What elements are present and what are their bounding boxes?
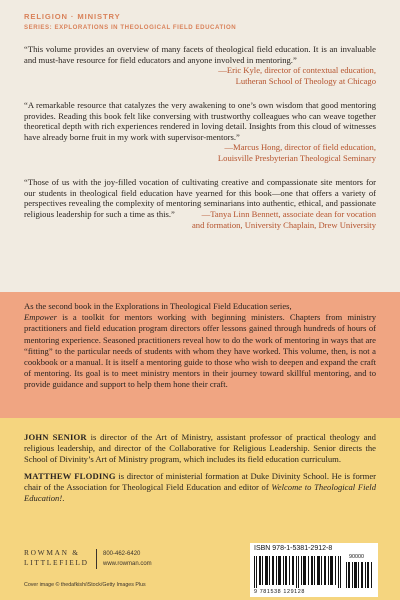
quote-attribution [24, 142, 376, 163]
author-bio-text: is director of ministerial formation at Duke Divinity School. He is former chair of the Association for Theological Field Education and editor of [24, 471, 376, 493]
description-lead: As the second book in the Explorations in Theological Field Education series, [24, 301, 292, 311]
quote-text [24, 177, 376, 219]
quote-block [24, 44, 376, 86]
category-label: RELIGION · MINISTRY [24, 12, 121, 21]
author-name: JOHN SENIOR [24, 432, 87, 442]
quote-block [24, 100, 376, 163]
quote-text-body: “Those of us with the joy-filled vocation of cultivating creative and compassionate site mentors for our students in theological field education have yearned for this book—one that offers a variety of perspectives revealing the complexity of mentoring seminarians into authentic, ethical, and passionate religious leadership for such a time as this.” [24, 177, 376, 219]
quote-author [202, 209, 376, 220]
publisher-divider [96, 549, 97, 569]
series-label: SERIES: EXPLORATIONS IN THEOLOGICAL FIELD EDUCATION [24, 24, 237, 31]
barcode-bars-icon [254, 556, 342, 588]
quote-block [24, 177, 376, 230]
book-title: Empower [24, 312, 57, 323]
publisher-logo [24, 548, 92, 568]
author-bio-text: is director of the Art of Ministry, assistant professor of practical theology and religious leadership, and director of the Collaborative for Religious Leadership. Senior directs the School of Divinity’s Art of Ministry program, which includes its field education curriculum. [24, 432, 376, 464]
description-section [0, 292, 400, 418]
description-body: is a toolkit for mentors working with beginning ministers. Chapters from ministry practitioners and field education program directors offer lessons gained through hundreds of hours of mentoring experience. Seasoned practitioners reveal how to do the work of mentoring in ways that are “fitting” to the particular needs of students with whom they have worked. This volume, then, is not a cookbook or a manual. It is itself a mentoring guide to those who wish to deepen and expand the craft of mentoring. Its goal is to meet ministry mentors in their journey toward skillful mentoring, and to provide guidance and support to help them hone their craft. [24, 312, 376, 390]
quote-org: and formation, University Chaplain, Drew University [191, 219, 376, 230]
author-bio-tail: . [62, 492, 65, 503]
quote-role: associate dean for vocation [280, 208, 376, 219]
quote-role: director of field education, [282, 142, 376, 153]
quote-org: Louisville Presbyterian Theological Seminary [217, 152, 376, 163]
barcode [250, 543, 378, 597]
quote-attribution [24, 65, 376, 86]
publisher-phone: 800-462-6420 [103, 551, 141, 557]
quote-author: —Eric Kyle, [218, 65, 263, 76]
quote-org: Lutheran School of Theology at Chicago [235, 75, 376, 86]
quote-author-name: —Tanya Linn Bennett, [201, 208, 281, 219]
cover-credit: Cover image © thedafkish/iStock/Getty Images Plus [24, 582, 146, 588]
author-bio [24, 432, 376, 464]
barcode-addon: 90000 [349, 554, 364, 560]
publisher-url: www.rowman.com [103, 561, 152, 567]
publisher-contact [103, 549, 152, 569]
quote-text: “This volume provides an overview of many facets of theological field education. It is an invaluable and must-have resource for field educators and anyone involved in mentoring.” [24, 44, 376, 65]
isbn-label: ISBN 978-1-5381-2912-8 [254, 545, 333, 552]
quote-role: director of contextual education, [262, 65, 376, 76]
quote-text: “A remarkable resource that catalyzes the very awakening to one’s own wisdom that good mentoring provides. Reading this book felt like conversing with trustworthy colleagues who can weave together theoretical depth with rich experiences rendered in loving detail. Insights from this cloud of witnesses have already borne fruit in my work with supervisor-mentors.” [24, 100, 376, 142]
book-description [24, 301, 376, 391]
publisher-name-line1: ROWMAN & [24, 548, 80, 557]
quote-attribution [24, 220, 376, 230]
publisher-name-line2: LITTLEFIELD [24, 558, 89, 567]
barcode-digits: 9 781538 129128 [254, 589, 305, 595]
barcode-addon-bars-icon [346, 562, 374, 594]
endorsements-section [0, 0, 400, 292]
quote-author: —Marcus Hong, [224, 142, 283, 153]
author-name: MATTHEW FLODING [24, 471, 116, 482]
book-title: Welcome to Theological Field Education! [24, 482, 376, 503]
author-bio [24, 471, 376, 503]
